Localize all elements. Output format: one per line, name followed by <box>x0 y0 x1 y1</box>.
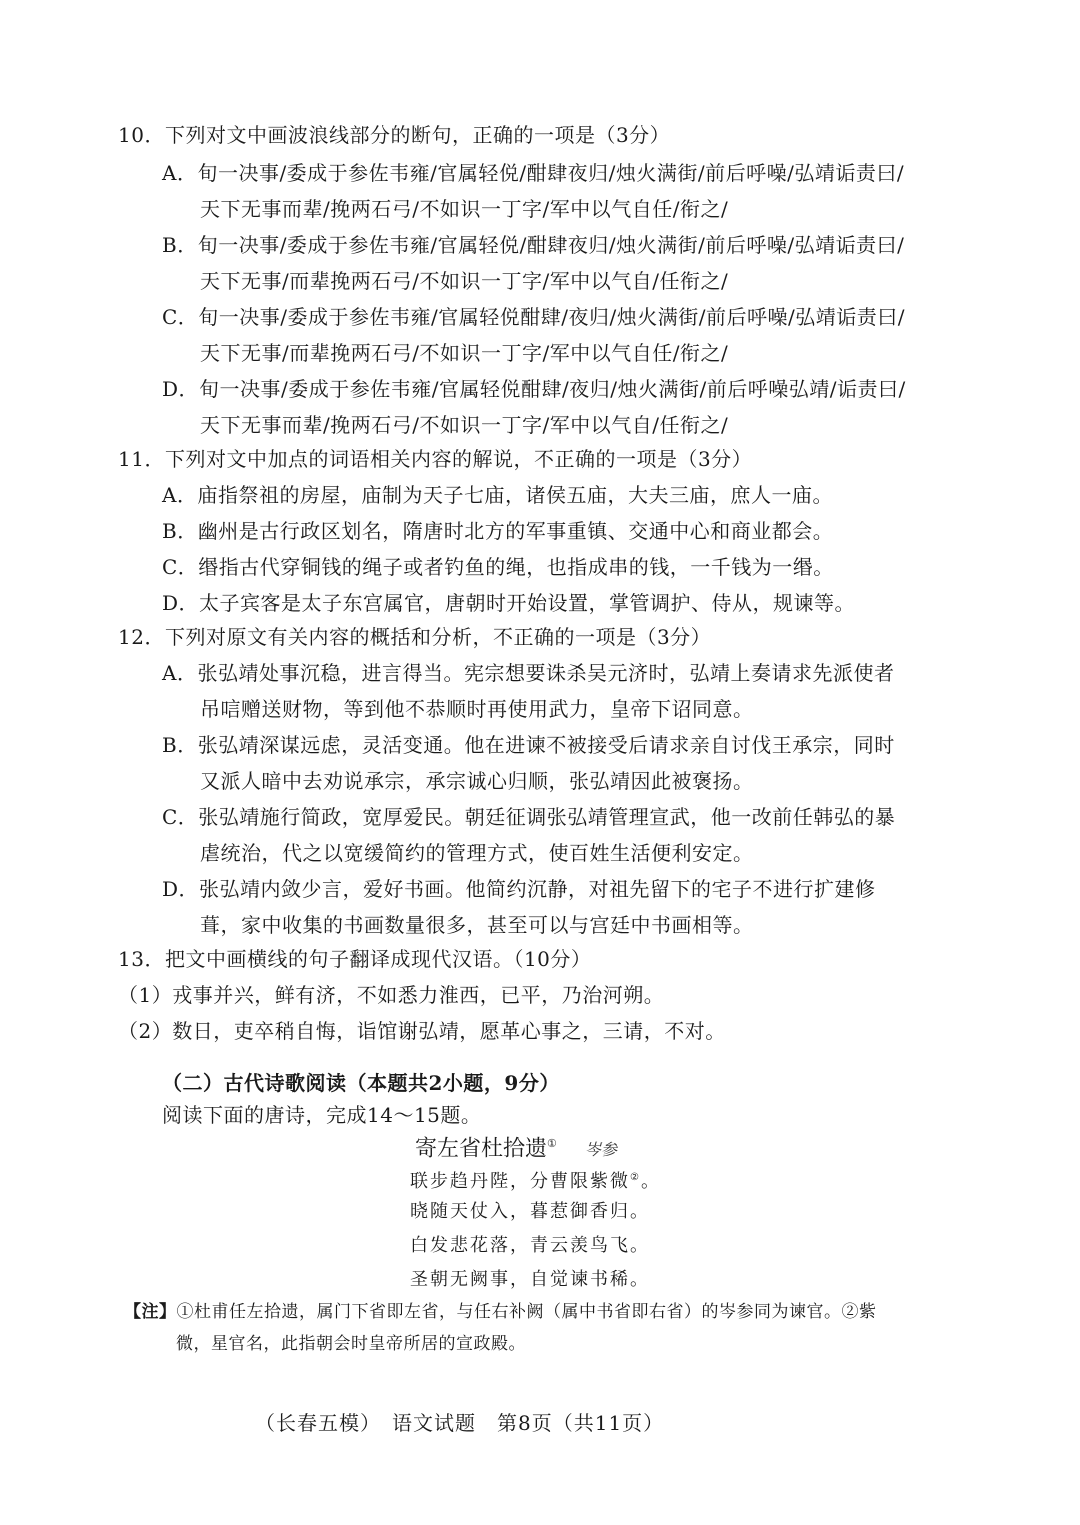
q12-option-c-line1: C．张弘靖施行简政，宽厚爱民。朝廷征调张弘靖管理宣武，他一改前任韩弘的暴 <box>162 805 896 829</box>
page-footer: （长春五模） 语文试题 第8页（共11页） <box>255 1411 665 1435</box>
q12-option-a-line1: A．张弘靖处事沉稳，进言得当。宪宗想要诛杀吴元济时，弘靖上奏请求先派使者 <box>162 661 895 685</box>
q12-option-d-line2: 葺，家中收集的书画数量很多，甚至可以与宫廷中书画相等。 <box>200 913 754 937</box>
q11-option-a: A．庙指祭祖的房屋，庙制为天子七庙，诸侯五庙，大夫三庙，庶人一庙。 <box>162 483 833 507</box>
poem-line-1-text: 联步趋丹陛，分曹限紫微 <box>410 1171 630 1192</box>
poem-title-note-mark: ① <box>547 1137 557 1150</box>
poem-title: 寄左省杜拾遗 <box>415 1136 548 1162</box>
q10-stem: 10．下列对文中画波浪线部分的断句，正确的一项是（3分） <box>118 123 671 147</box>
poem-line-1-note-mark: ② <box>630 1172 641 1183</box>
q10-option-d-line1: D．旬一决事/委成于参佐韦雍/官属轻侻酣肆/夜归/烛火满街/前后呼噪弘靖/诟责曰/ <box>162 377 906 401</box>
q12-stem: 12．下列对原文有关内容的概括和分析，不正确的一项是（3分） <box>118 625 712 649</box>
poem-line-2: 晓随天仗入，暮惹御香归。 <box>410 1201 650 1222</box>
q10-option-c-line2: 天下无事/而辈挽两石弓/不如识一丁字/军中以气自任/衔之/ <box>200 341 729 365</box>
poem-line-3: 白发悲花落，青云羡鸟飞。 <box>410 1235 650 1256</box>
q11-stem: 11．下列对文中加点的词语相关内容的解说，不正确的一项是（3分） <box>118 447 753 471</box>
q12-option-b-line1: B．张弘靖深谋远虑，灵活变通。他在进谏不被接受后请求亲自讨伐王承宗，同时 <box>162 733 895 757</box>
q11-option-d: D．太子宾客是太子东宫属官，唐朝时开始设置，掌管调护、侍从，规谏等。 <box>162 591 856 615</box>
q10-option-b-line1: B．旬一决事/委成于参佐韦雍/官属轻侻/酣肆夜归/烛火满街/前后呼噪/弘靖诟责曰/ <box>162 233 905 257</box>
note-text-1: ①杜甫任左拾遗，属门下省即左省，与任右补阙（属中书省即右省）的岑参同为谏官。②紫 <box>176 1302 877 1322</box>
q10-option-b-line2: 天下无事/而辈挽两石弓/不如识一丁字/军中以气自/任衔之/ <box>200 269 729 293</box>
note-line-2: 微，星官名，此指朝会时皇帝所居的宣政殿。 <box>176 1334 526 1354</box>
poem-title-line <box>415 1130 617 1164</box>
poem-line-1-end: 。 <box>640 1171 661 1192</box>
q12-option-b-line2: 又派人暗中去劝说承宗，承宗诚心归顺，张弘靖因此被褒扬。 <box>200 769 754 793</box>
q10-option-a-line2: 天下无事而辈/挽两石弓/不如识一丁字/军中以气自任/衔之/ <box>200 197 729 221</box>
q13-sentence-1: （1）戎事并兴，鲜有济，不如悉力淮西，已平，乃治河朔。 <box>118 983 665 1007</box>
q13-sentence-2: （2）数日，吏卒稍自悔，诣馆谢弘靖，愿革心事之，三请，不对。 <box>118 1019 726 1043</box>
note-label: 【注】 <box>124 1302 177 1322</box>
poem-line-4: 圣朝无阙事，自觉谏书稀。 <box>410 1269 650 1290</box>
poem-author: 岑参 <box>584 1140 617 1160</box>
section-title: （二）古代诗歌阅读（本题共2小题，9分） <box>162 1071 560 1095</box>
q12-option-a-line2: 吊唁赠送财物，等到他不恭顺时再使用武力，皇帝下诏同意。 <box>200 697 754 721</box>
q11-option-b: B．幽州是古行政区划名，隋唐时北方的军事重镇、交通中心和商业都会。 <box>162 519 834 543</box>
q12-option-c-line2: 虐统治，代之以宽缓简约的管理方式，使百姓生活便利安定。 <box>200 841 754 865</box>
section-instruction: 阅读下面的唐诗，完成14～15题。 <box>162 1103 482 1127</box>
note-line-1 <box>124 1300 877 1324</box>
q13-stem: 13．把文中画横线的句子翻译成现代汉语。（10分） <box>118 947 592 971</box>
q10-option-a-line1: A．旬一决事/委成于参佐韦雍/官属轻侻/酣肆夜归/烛火满街/前后呼噪/弘靖诟责曰/ <box>162 161 905 185</box>
poem-line-1 <box>410 1166 661 1194</box>
q11-option-c: C．缗指古代穿铜钱的绳子或者钓鱼的绳，也指成串的钱，一千钱为一缗。 <box>162 555 834 579</box>
q10-option-c-line1: C．旬一决事/委成于参佐韦雍/官属轻侻酣肆/夜归/烛火满街/前后呼噪/弘靖诟责曰/ <box>162 305 905 329</box>
q12-option-d-line1: D．张弘靖内敛少言，爱好书画。他简约沉静，对祖先留下的宅子不进行扩建修 <box>162 877 876 901</box>
q10-option-d-line2: 天下无事而辈/挽两石弓/不如识一丁字/军中以气自/任衔之/ <box>200 413 729 437</box>
